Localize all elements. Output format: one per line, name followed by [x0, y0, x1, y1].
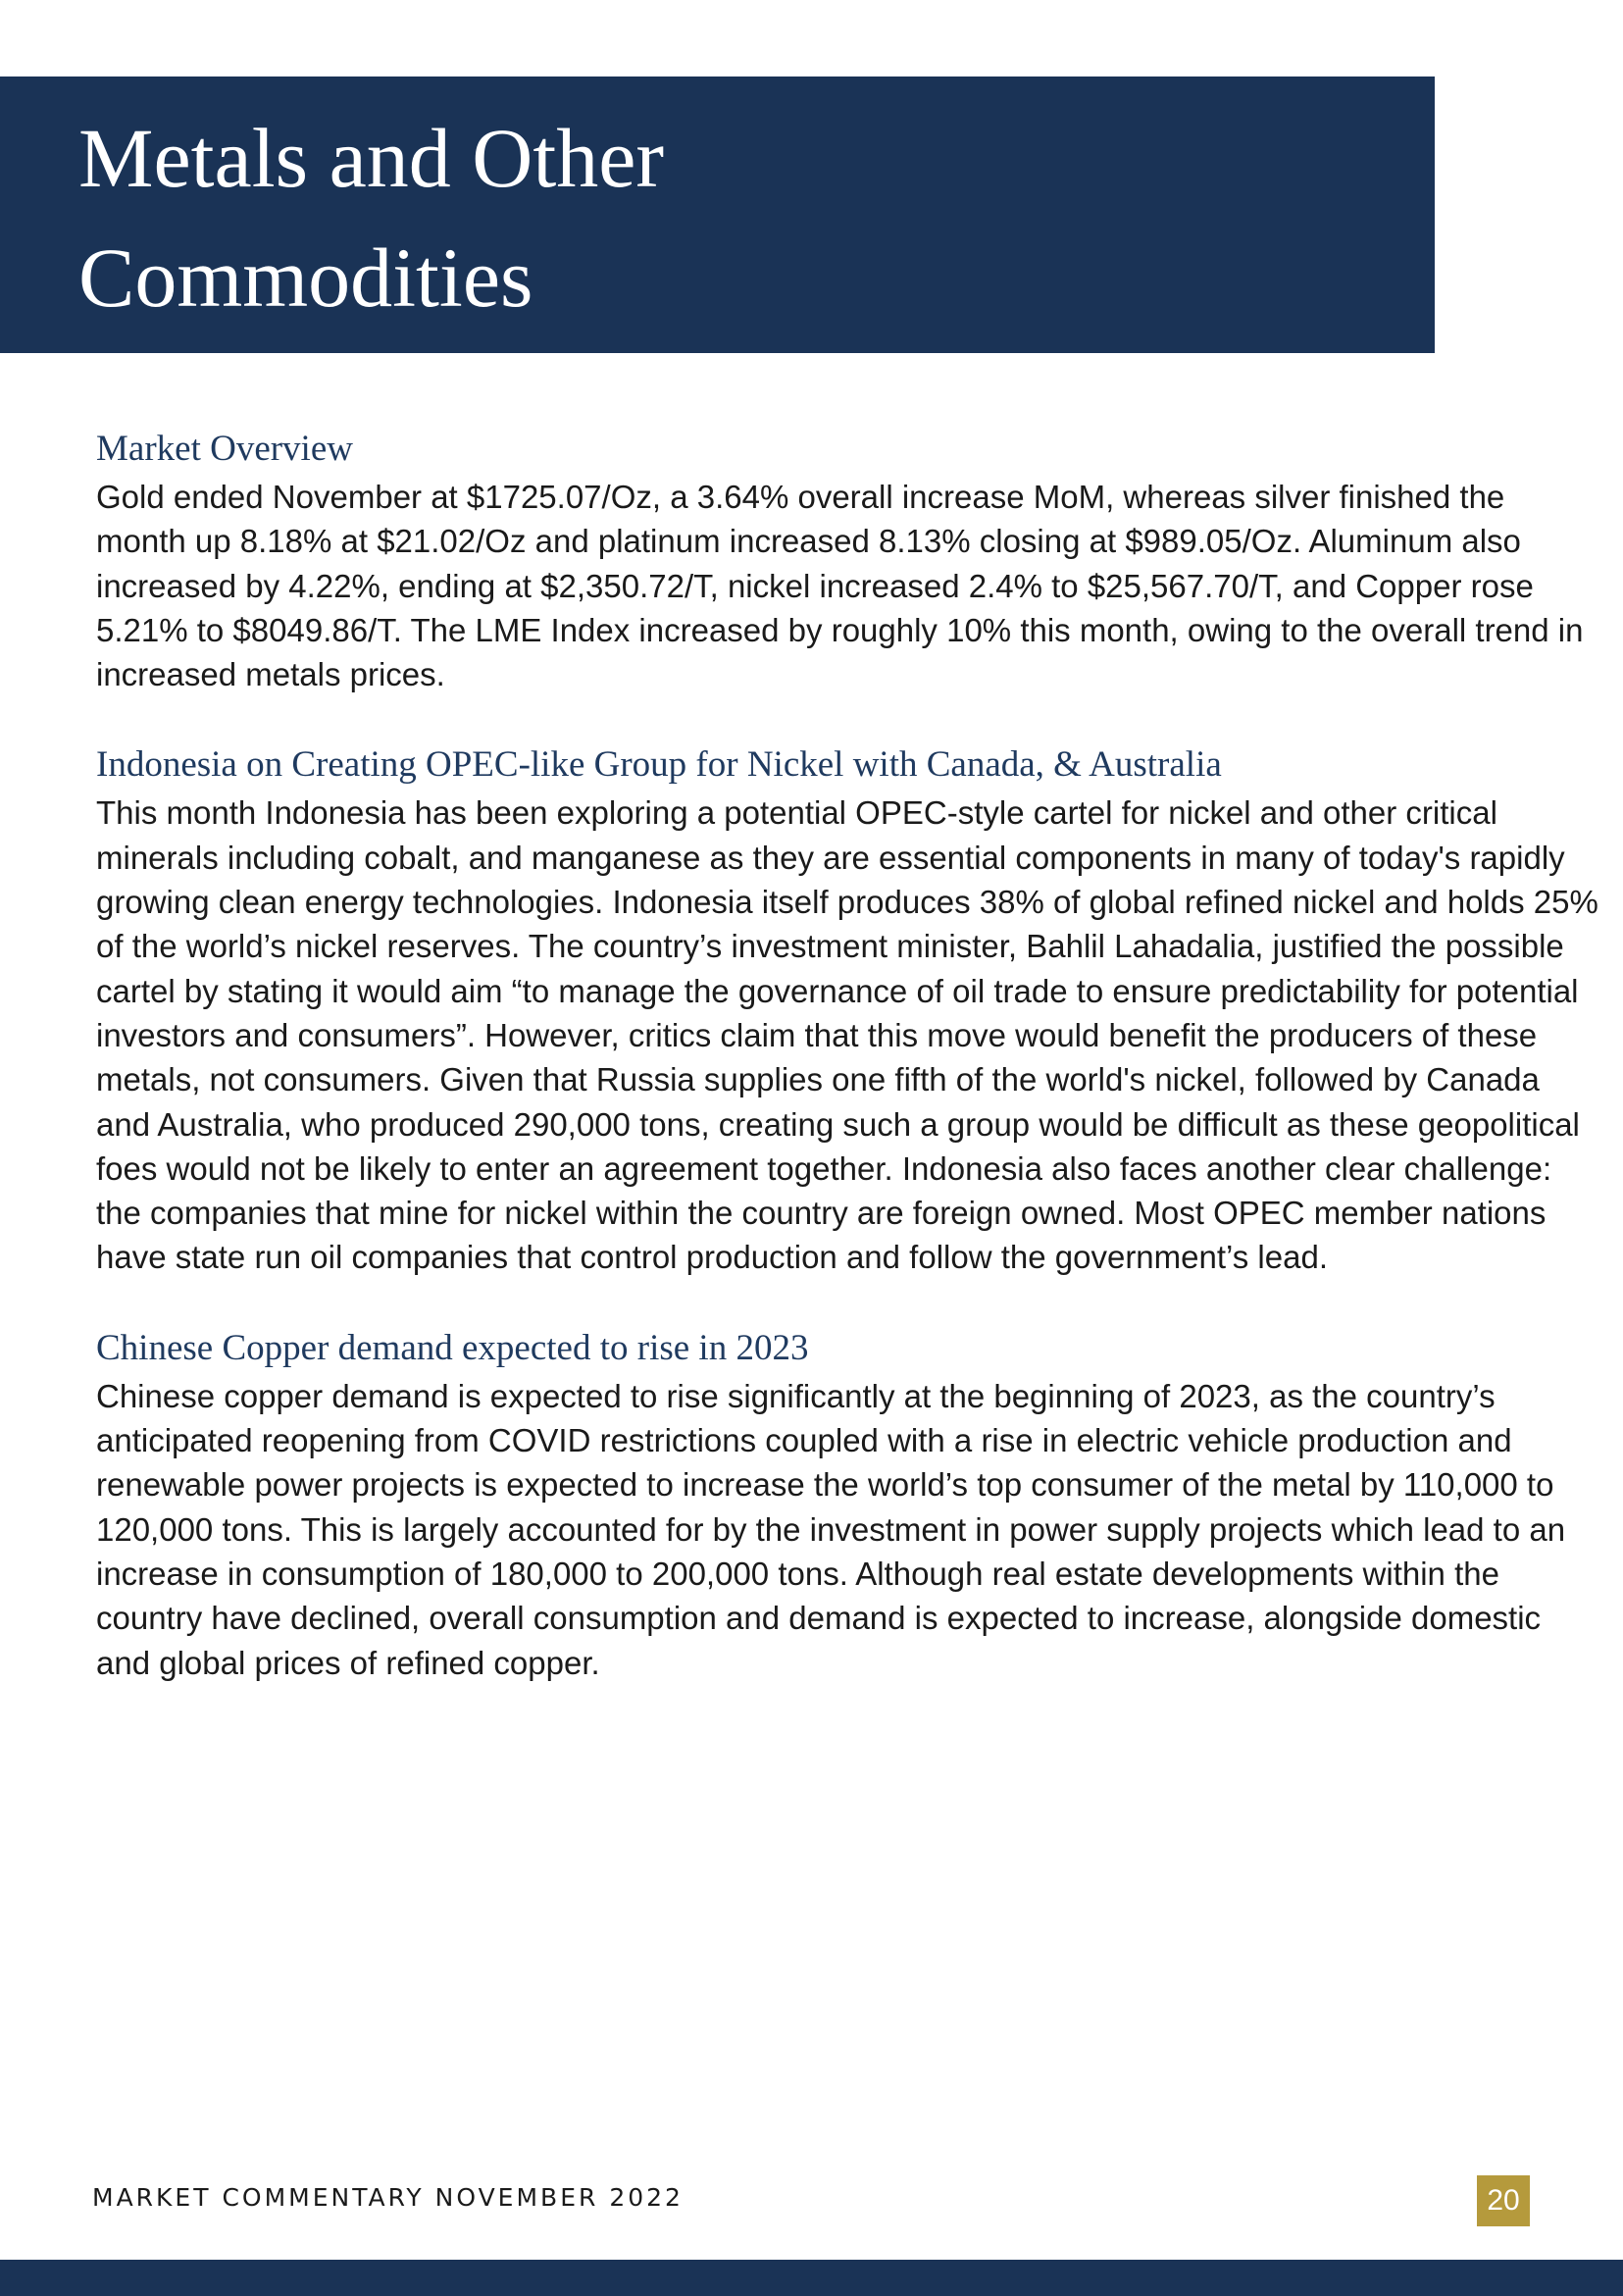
footer-label: MARKET COMMENTARY NOVEMBER 2022	[92, 2183, 684, 2212]
page-number: 20	[1477, 2175, 1530, 2226]
bottom-bar	[0, 2260, 1623, 2296]
section-body: This month Indonesia has been exploring a potential OPEC-style cartel for nickel and other critical minerals including cobalt, and manganese as they are essential components in many of today's rapidly growing clean energy technologies. Indonesia itself produces 38% of global refined nickel and holds 25% of the world’s nickel reserves. The country’s investment minister, Bahlil Lahadalia, justified the possible cartel by stating it would aim “to manage the governance of oil trade to ensure predictability for potential investors and consumers”. However, critics claim that this move would benefit the producers of these metals, not consumers. Given that Russia supplies one fifth of the world's nickel, followed by Canada and Australia, who produced 290,000 tons, creating such a group would be difficult as these geopolitical foes would not be likely to enter an agreement together. Indonesia also faces another clear challenge: the companies that mine for nickel within the country are foreign owned. Most OPEC member nations have state run oil companies that control production and follow the government’s lead.	[96, 794, 1598, 1276]
section-market-overview	[96, 424, 1606, 696]
section-chinese-copper	[96, 1323, 1606, 1685]
section-body: Chinese copper demand is expected to rise significantly at the beginning of 2023, as the country’s anticipated reopening from COVID restrictions coupled with a rise in electric vehicle production and renewable power projects is expected to increase the world’s top consumer of the metal by 110,000 to 120,000 tons. This is largely accounted for by the investment in power supply projects which lead to an increase in consumption of 180,000 to 200,000 tons. Although real estate developments within the country have declined, overall consumption and demand is expected to increase, alongside domestic and global prices of refined copper.	[96, 1377, 1566, 1681]
section-heading: Indonesia on Creating OPEC-like Group for Nickel with Canada, & Australia	[96, 744, 1222, 786]
page-title-line-2: Commodities	[78, 230, 533, 325]
section-heading: Chinese Copper demand expected to rise in 2023	[96, 1327, 809, 1368]
section-indonesia-nickel	[96, 740, 1606, 1279]
article-content	[96, 424, 1606, 1728]
section-heading: Market Overview	[96, 429, 353, 469]
page-title	[78, 98, 664, 337]
section-body: Gold ended November at $1725.07/Oz, a 3.64% overall increase MoM, whereas silver finished the month up 8.18% at $21.02/Oz and platinum increased 8.13% closing at $989.05/Oz. Aluminum also increased by 4.22%, ending at $2,350.72/T, nickel increased 2.4% to $25,567.70/T, and Copper rose 5.21% to $8049.86/T. The LME Index increased by roughly 10% this month, owing to the overall trend in increased metals prices.	[96, 479, 1584, 693]
page-title-line-1: Metals and Other	[78, 111, 665, 205]
